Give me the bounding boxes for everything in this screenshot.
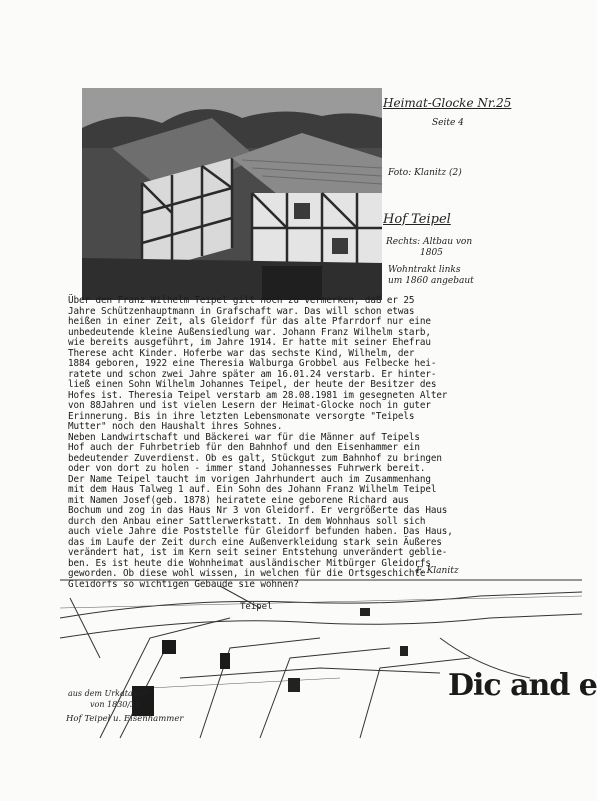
map-source-note [68, 688, 149, 710]
newsletter-title: Heimat-Glocke Nr.25 [383, 96, 512, 110]
photo-heading: Hof Teipel [383, 212, 451, 227]
map-source-line: aus dem Urkataster [68, 689, 149, 698]
article-line: von 88Jahren und ist vielen Lesern der Heimat-Glocke noch in guter [68, 400, 431, 411]
article-line: bedeutender Zuverdienst. Ob es galt, Stückgut zum Bahnhof zu bringen [68, 452, 442, 464]
article-line: Gleidorfs so wichtigen Gebäude sie wohnen? [68, 578, 299, 590]
map-lettering: Dic and e [448, 668, 597, 703]
article-line: mit Namen Josef(geb. 1878) heiratete eine geborene Richard aus [68, 494, 409, 506]
photo-note-left [388, 265, 474, 287]
photo-credit: Foto: Klanitz (2) [388, 168, 462, 178]
map-source-line: von 1830/31 [90, 700, 141, 709]
author-signature: F. Klanitz [416, 566, 459, 576]
article-line: Über den Franz Wilhelm Teipel gilt noch zu vermerken, daß er 25 [68, 295, 415, 306]
photo-note-left-line: Wohntrakt links [388, 265, 461, 275]
farmhouse-photo [82, 88, 382, 300]
article-line: wie bereits ausgeführt, im Jahre 1914. Er hatte mit seiner Ehefrau [68, 337, 431, 348]
article-line: Erinnerung. Bis in ihre letzten Lebensmonate versorgte "Teipels [68, 410, 415, 422]
page-number: Seite 4 [432, 118, 464, 128]
photo-note-right [386, 237, 472, 259]
article-line: Mutter" noch den Haushalt ihres Sohnes. [68, 421, 283, 432]
map-label-teipel: Teipel [240, 602, 273, 612]
article-line: geworden. Ob diese wohl wissen, in welchen für die Ortsgeschichte [68, 568, 426, 579]
article-line: das im Laufe der Zeit durch eine Außenverkleidung stark sein Äußeres [68, 536, 442, 548]
article-line: auch viele Jahre die Poststelle für Gleidorf befunden haben. Das Haus, [68, 526, 453, 537]
article-line: Hofes ist. Theresia Teipel verstarb am 28.08.1981 im gesegneten Alter [68, 389, 448, 401]
article-body [68, 296, 538, 590]
article-line: Jahre Schützenhauptmann in Grafschaft war. Das will schon etwas [68, 305, 415, 317]
map-caption: Hof Teipel u. Eisenhammer [66, 714, 184, 724]
article-line: verändert hat, ist im Kern seit seiner Entstehung unverändert geblie- [68, 547, 448, 558]
article-line: Neben Landwirtschaft und Bäckerei war für die Männer auf Teipels [68, 431, 420, 443]
article-line: Bochum und zog in das Haus Nr 3 von Gleidorf. Er vergrößerte das Haus [68, 505, 448, 516]
article-line: mit dem Haus Talweg 1 auf. Ein Sohn des Johann Franz Wilhelm Teipel [68, 484, 437, 495]
article-line: unbedeutende kleine Außensiedlung war. Johann Franz Wilhelm starb, [68, 326, 431, 338]
article-line: ließ einen Sohn Wilhelm Johannes Teipel, der heute der Besitzer des [68, 379, 437, 390]
photo-note-left-line: um 1860 angebaut [388, 276, 474, 286]
article-line: oder von dort zu holen - immer stand Johannesses Fuhrwerk bereit. [68, 463, 426, 474]
photo-note-right-line: 1805 [420, 248, 443, 258]
article-line: durch den Anbau einer Sattlerwerkstatt. In dem Wohnhaus soll sich [68, 515, 426, 527]
article-line: Der Name Teipel taucht im vorigen Jahrhundert auch im Zusammenhang [68, 473, 431, 485]
article-line: Therese acht Kinder. Hoferbe war das sechste Kind, Wilhelm, der [68, 347, 415, 359]
article-line: Hof auch der Fuhrbetrieb für den Bahnhof und den Eisenhammer ein [68, 442, 420, 453]
article-line: ratete und schon zwei Jahre später am 16.01.24 verstarb. Er hinter- [68, 368, 437, 380]
photo-note-right-line: Rechts: Altbau von [386, 237, 473, 247]
article-line: 1884 geboren, 1922 eine Theresia Walburga Grobbel aus Felbecke hei- [68, 358, 437, 369]
article-line: ben. Es ist heute die Wohnheimat ausländischer Mitbürger Gleidorfs [68, 557, 431, 569]
article-line: heißen in einer Zeit, als Gleidorf für das alte Pfarrdorf nur eine [68, 316, 431, 327]
